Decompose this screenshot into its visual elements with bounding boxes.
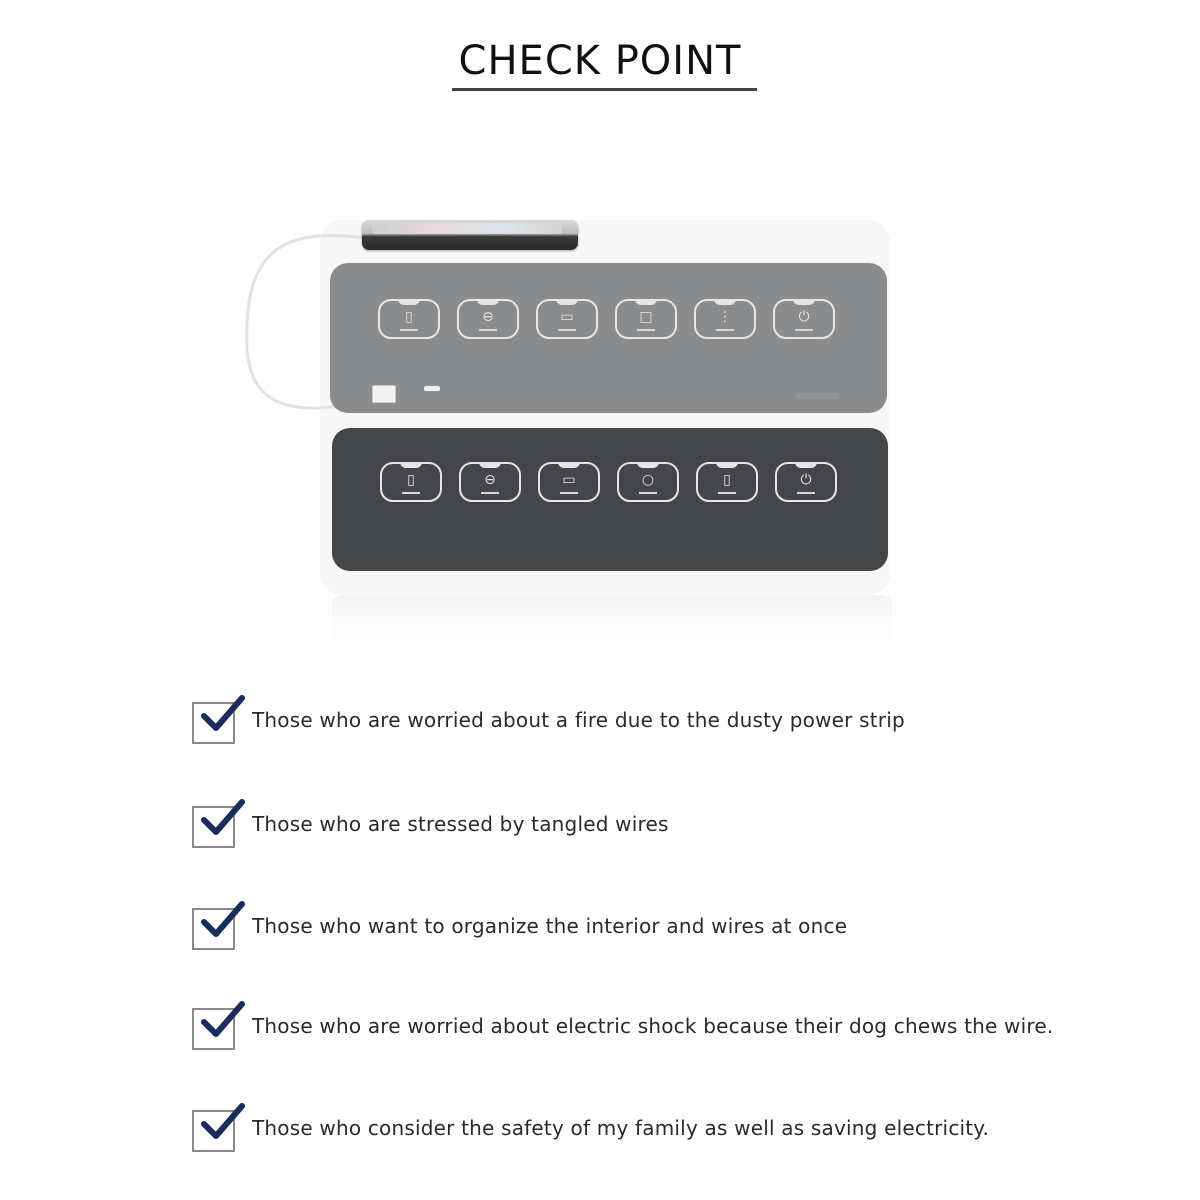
monitor-icon: ○: [641, 472, 655, 488]
checkmark-icon: [198, 692, 246, 734]
checkmark-icon: [198, 998, 246, 1040]
computer-icon: ▯: [723, 472, 731, 488]
socket-switch-printer[interactable]: [459, 462, 521, 502]
checklist-item: [190, 802, 1090, 852]
power-icon: ⏻: [798, 309, 810, 325]
product-image: [240, 200, 900, 660]
socket-switch-monitor[interactable]: [615, 299, 677, 339]
brand-logo: [795, 393, 839, 399]
checklist-item: [190, 1106, 1090, 1156]
speaker-icon: ▭: [560, 309, 574, 325]
power-strip-gray: [330, 263, 887, 413]
phone-icon: ▯: [407, 472, 415, 488]
checkmark-icon: [198, 1100, 246, 1142]
checklist-item: [190, 904, 1090, 954]
socket-switch-computer[interactable]: [696, 462, 758, 502]
socket-row: [378, 299, 835, 339]
socket-switch-computer[interactable]: [694, 299, 756, 339]
power-strip-dark: [332, 428, 888, 571]
checkmark-icon: [198, 898, 246, 940]
checklist-item: [190, 1004, 1090, 1054]
socket-switch-phone[interactable]: [378, 299, 440, 339]
socket-row: [380, 462, 837, 502]
checklist-item-text: Those who consider the safety of my family as well as saving electricity.: [252, 1116, 990, 1140]
page-title: CHECK POINT: [458, 38, 742, 84]
phone-screen: [372, 223, 562, 234]
socket-switch-speaker[interactable]: [536, 299, 598, 339]
socket-switch-power[interactable]: [775, 462, 837, 502]
checkmark-icon: [198, 796, 246, 838]
socket-switch-power[interactable]: [773, 299, 835, 339]
checklist-item-text: Those who are worried about a fire due to the dusty power strip: [252, 708, 905, 732]
smartphone: [362, 220, 578, 250]
checklist-item: [190, 698, 1090, 748]
title-underline: [452, 88, 757, 91]
socket-switch-phone[interactable]: [380, 462, 442, 502]
socket-switch-speaker[interactable]: [538, 462, 600, 502]
checklist-item-text: Those who are worried about electric shock because their dog chews the wire.: [252, 1014, 1054, 1038]
printer-icon: ⊖: [482, 309, 494, 325]
power-icon: ⏻: [800, 472, 812, 488]
monitor-icon: □: [639, 309, 653, 325]
checklist-item-text: Those who want to organize the interior and wires at once: [252, 914, 848, 938]
printer-icon: ⊖: [484, 472, 496, 488]
usb-a-port[interactable]: [372, 385, 396, 403]
phone-icon: ▯: [405, 309, 413, 325]
speaker-icon: ▭: [562, 472, 576, 488]
socket-switch-printer[interactable]: [457, 299, 519, 339]
product-reflection: [332, 595, 892, 645]
socket-switch-monitor[interactable]: [617, 462, 679, 502]
computer-icon: ⋮: [718, 309, 732, 325]
usb-c-port[interactable]: [424, 386, 440, 391]
checklist-item-text: Those who are stressed by tangled wires: [252, 812, 669, 836]
